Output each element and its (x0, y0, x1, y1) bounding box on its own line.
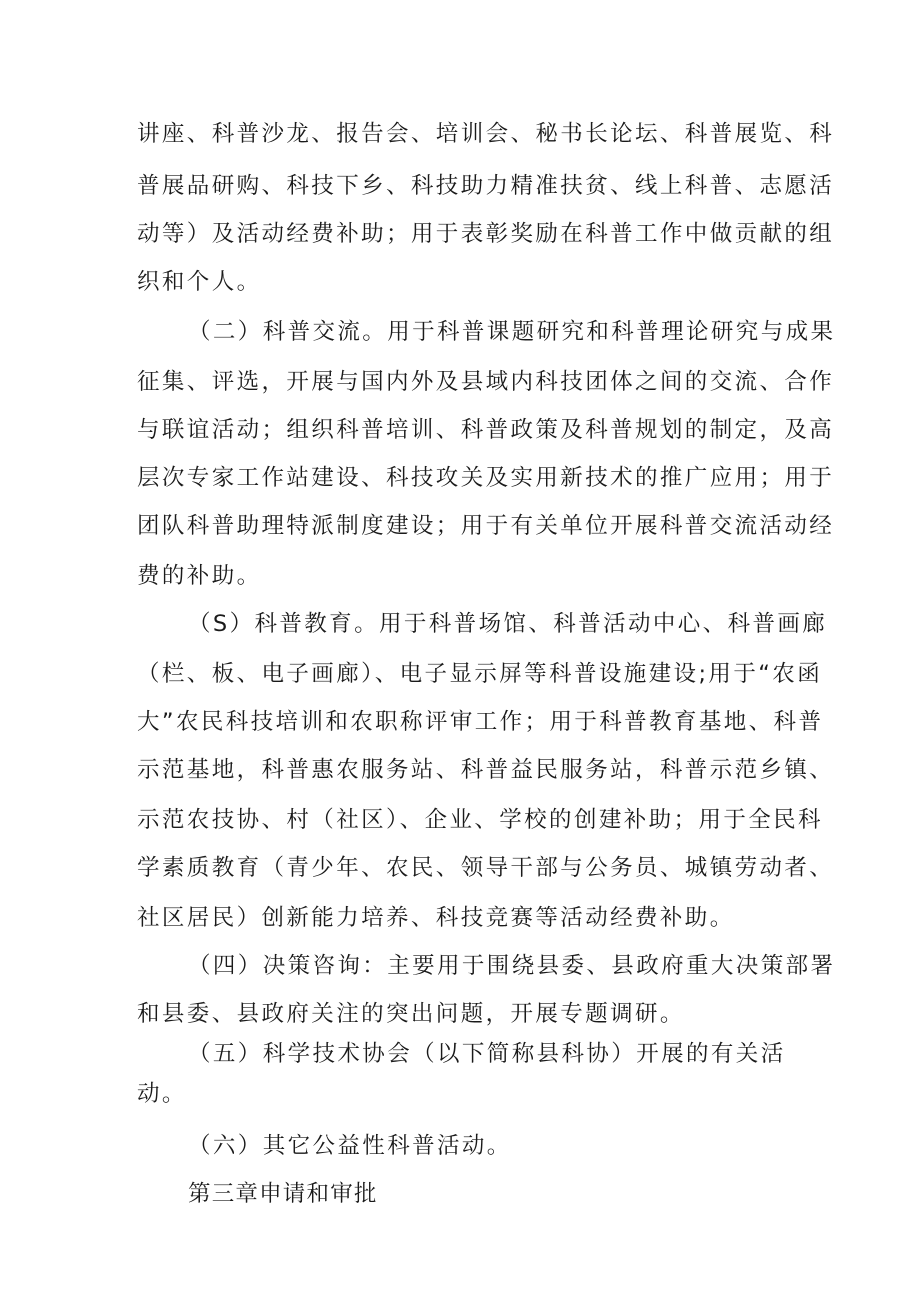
text-line-13: 大”农民科技培训和农职称评审工作；用于科普教育基地、科普 (137, 709, 824, 735)
text-line-10: 费的补助。 (137, 563, 262, 589)
text-line-12: （栏、板、电子画廊）、电子显示屏等科普设施建设;用于“农函 (137, 661, 823, 687)
text-line-18: （四）决策咨询：主要用于围绕县委、县政府重大决策部署 (188, 953, 836, 979)
text-line-17: 社区居民）创新能力培养、科技竞赛等活动经费补助。 (137, 905, 735, 931)
text-line-5: （二）科普交流。用于科普课题研究和科普理论研究与成果 (188, 319, 836, 345)
text-line-14: 示范基地，科普惠农服务站、科普益民服务站，科普示范乡镇、 (137, 757, 835, 783)
text-line-20: （五）科学技术协会（以下简称县科协）开展的有关活 (188, 1041, 786, 1067)
text-line-11: （S）科普教育。用于科普场馆、科普活动中心、科普画廊 (188, 611, 828, 637)
chapter-heading: 第三章申请和审批 (188, 1181, 378, 1207)
text-line-21: 动。 (137, 1081, 187, 1107)
text-line-16: 学素质教育（青少年、农民、领导干部与公务员、城镇劳动者、 (137, 855, 835, 881)
text-line-6: 征集、评选，开展与国内外及县域内科技团体之间的交流、合作 (137, 369, 835, 395)
text-line-2: 普展品研购、科技下乡、科技助力精准扶贫、线上科普、志愿活 (137, 173, 835, 199)
text-line-19: 和县委、县政府关注的突出问题，开展专题调研。 (137, 1001, 685, 1027)
text-line-15: 示范农技协、村（社区）、企业、学校的创建补助；用于全民科 (137, 807, 823, 833)
text-line-4: 织和个人。 (137, 269, 262, 295)
text-line-9: 团队科普助理特派制度建设；用于有关单位开展科普交流活动经 (137, 513, 835, 539)
text-line-1: 讲座、科普沙龙、报告会、培训会、秘书长论坛、科普展览、科 (137, 121, 835, 147)
text-line-8: 层次专家工作站建设、科技攻关及实用新技术的推广应用；用于 (137, 465, 835, 491)
text-line-3: 动等）及活动经费补助；用于表彰奖励在科普工作中做贡献的组 (137, 221, 835, 247)
text-line-22: （六）其它公益性科普活动。 (188, 1133, 512, 1159)
text-line-7: 与联谊活动；组织科普培训、科普政策及科普规划的制定，及高 (137, 417, 835, 443)
